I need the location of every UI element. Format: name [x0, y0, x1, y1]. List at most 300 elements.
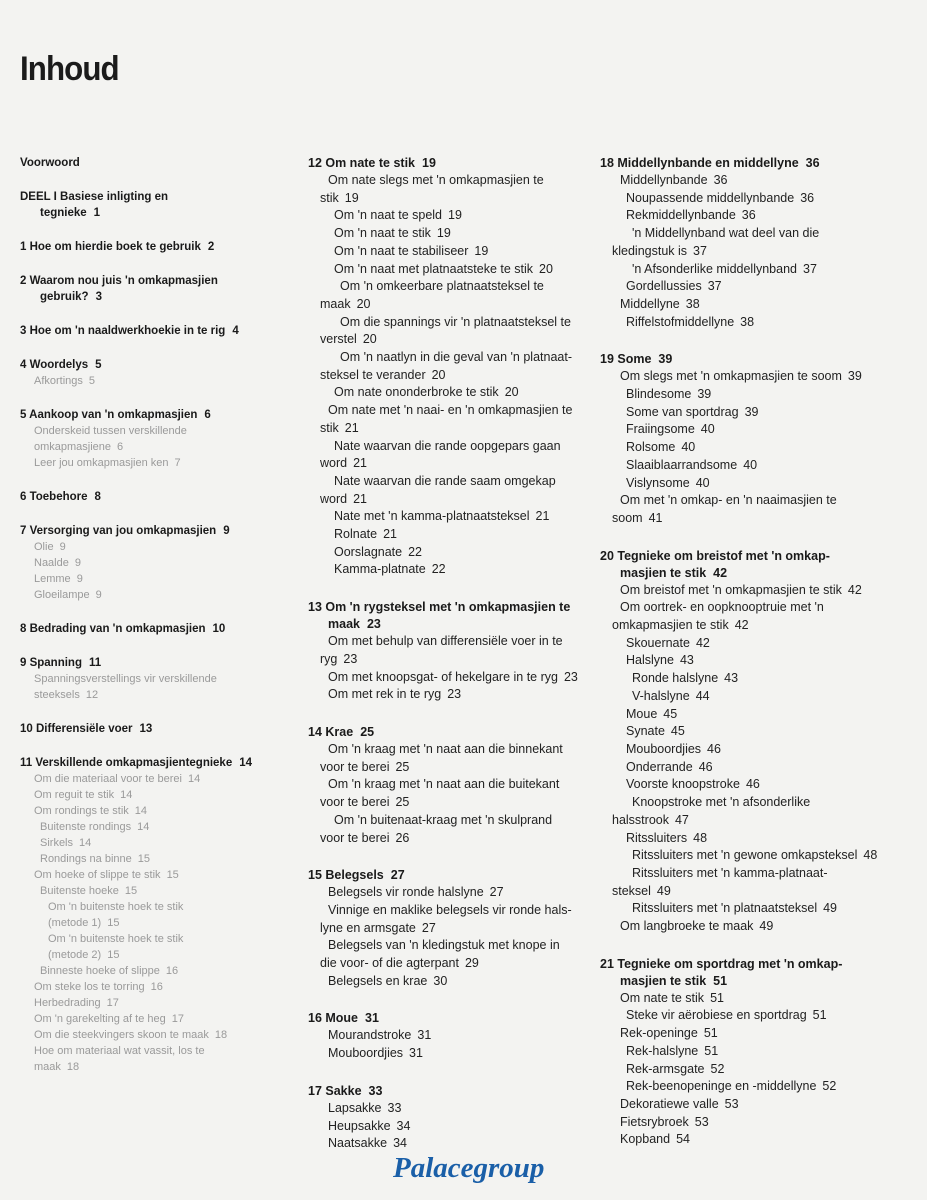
toc-entry[interactable] — [308, 884, 593, 902]
toc-entry[interactable] — [20, 995, 290, 1011]
entry-title: Om nate te stik — [620, 990, 705, 1005]
entry-title: Mourandstroke — [328, 1028, 412, 1043]
toc-entry-continued — [308, 331, 593, 349]
toc-entry[interactable] — [20, 1043, 290, 1059]
page-number: 15 — [137, 853, 150, 865]
page-number: 15 — [166, 869, 179, 881]
page-number: 20 — [431, 367, 446, 382]
toc-entry[interactable] — [308, 561, 593, 579]
page-number: 14 — [187, 773, 201, 785]
toc-entry[interactable] — [308, 633, 593, 651]
entry-title-continued: lyne en armsgate — [320, 920, 416, 935]
entry-title: Noupassende middellynbande — [626, 190, 795, 205]
section-heading-continued — [20, 289, 290, 305]
page-number: 51 — [703, 1026, 718, 1041]
page-number: 36 — [741, 208, 756, 223]
toc-column-2 — [308, 155, 593, 1173]
toc-entry[interactable] — [20, 883, 290, 899]
section-heading[interactable] — [20, 621, 290, 637]
entry-title: Om met 'n omkap- en 'n naaimasjien te — [620, 493, 837, 508]
toc-entry[interactable] — [600, 314, 925, 332]
toc-entry[interactable] — [308, 243, 593, 261]
toc-entry[interactable] — [600, 900, 925, 918]
section-heading[interactable] — [308, 1010, 593, 1027]
toc-entry[interactable] — [308, 686, 593, 704]
section-heading[interactable] — [20, 239, 290, 255]
toc-entry[interactable] — [600, 190, 925, 208]
toc-entry[interactable] — [600, 723, 925, 741]
section-heading[interactable] — [20, 755, 290, 771]
page-number: 46 — [745, 777, 760, 792]
page-number: 38 — [740, 314, 755, 329]
toc-entry[interactable] — [600, 776, 925, 794]
toc-entry[interactable] — [308, 261, 593, 279]
entry-title-continued: omkapmasjien te stik — [612, 618, 729, 633]
page-number: 14 — [239, 757, 253, 769]
toc-entry-continued — [308, 920, 593, 938]
toc-entry[interactable] — [20, 423, 290, 439]
section-title: 2 Waarom nou juis 'n omkapmasjien — [20, 275, 218, 287]
toc-entry[interactable] — [20, 787, 290, 803]
page-number: 7 — [174, 457, 181, 469]
section-heading[interactable] — [20, 323, 290, 339]
toc-entry[interactable] — [600, 652, 925, 670]
toc-entry[interactable] — [308, 278, 593, 296]
section-heading[interactable] — [600, 351, 925, 368]
toc-entry-continued — [20, 439, 290, 455]
toc-entry[interactable] — [600, 847, 925, 865]
entry-title: Om breistof met 'n omkapmasjien te stik — [620, 582, 842, 597]
toc-entry[interactable] — [20, 771, 290, 787]
toc-section — [20, 523, 290, 603]
section-title: 5 Aankoop van 'n omkapmasjien — [20, 409, 198, 421]
toc-entry[interactable] — [308, 402, 593, 420]
section-title: 10 Differensiële voer — [20, 723, 133, 735]
entry-title: Kamma-platnate — [334, 562, 426, 577]
entry-title: Rek-openinge — [620, 1026, 698, 1041]
entry-title: Om oortrek- en oopknooptruie met 'n — [620, 600, 824, 615]
toc-entry[interactable] — [600, 794, 925, 812]
toc-section — [308, 724, 593, 847]
entry-title: Riffelstofmiddellyne — [626, 314, 735, 329]
section-title: 19 Some — [600, 352, 652, 367]
toc-entry[interactable] — [600, 1025, 925, 1043]
page-number: 40 — [700, 422, 715, 437]
toc-entry[interactable] — [20, 851, 290, 867]
section-heading[interactable] — [20, 155, 290, 171]
toc-entry[interactable] — [600, 918, 925, 936]
toc-entry[interactable] — [600, 1043, 925, 1061]
page-number: 9 — [59, 541, 66, 553]
entry-title-continued: word — [320, 491, 348, 506]
toc-entry[interactable] — [308, 526, 593, 544]
section-heading-continued — [600, 565, 925, 582]
page-number: 44 — [695, 688, 710, 703]
entry-title: Vinnige en maklike belegsels vir ronde hals- — [328, 902, 572, 917]
page-number: 27 — [390, 868, 405, 883]
toc-section — [308, 867, 593, 990]
section-heading[interactable] — [308, 599, 593, 616]
page-number: 39 — [847, 369, 862, 384]
entry-title: Om steke los te torring — [34, 981, 145, 993]
section-heading[interactable] — [308, 867, 593, 884]
toc-entry[interactable] — [20, 803, 290, 819]
toc-entry[interactable] — [20, 539, 290, 555]
page-number: 43 — [679, 653, 694, 668]
toc-entry[interactable] — [308, 1135, 593, 1153]
entry-title: Om die spannings vir 'n platnaatsteksel te — [340, 314, 571, 329]
toc-entry[interactable] — [600, 706, 925, 724]
page-number: 42 — [695, 635, 710, 650]
entry-title: Moue — [626, 706, 658, 721]
entry-title: Blindesome — [626, 387, 692, 402]
page-number: 51 — [812, 1008, 827, 1023]
toc-entry[interactable] — [600, 207, 925, 225]
toc-entry[interactable] — [308, 1118, 593, 1136]
toc-entry[interactable] — [600, 296, 925, 314]
entry-title: Spanningsverstellings vir verskillende — [34, 673, 217, 685]
page-number: 6 — [204, 409, 211, 421]
entry-title: Mouboordjies — [328, 1046, 404, 1061]
toc-entry[interactable] — [600, 225, 925, 243]
entry-title: Om 'n naat te speld — [334, 208, 443, 223]
toc-entry[interactable] — [20, 835, 290, 851]
entry-title: Gloeilampe — [34, 589, 90, 601]
toc-entry[interactable] — [20, 1011, 290, 1027]
page-number: 16 — [150, 981, 163, 993]
toc-entry[interactable] — [20, 899, 290, 915]
toc-entry[interactable] — [20, 867, 290, 883]
toc-entry[interactable] — [600, 492, 925, 510]
toc-entry[interactable] — [308, 438, 593, 456]
toc-entry[interactable] — [308, 172, 593, 190]
entry-title: Om hoeke of slippe te stik — [34, 869, 161, 881]
section-title: 17 Sakke — [308, 1083, 362, 1098]
page-number: 8 — [94, 491, 101, 503]
entry-title-continued: steksel te verander — [320, 367, 426, 382]
toc-entry[interactable] — [308, 314, 593, 332]
entry-title: 'n Afsonderlike middellynband — [632, 261, 797, 276]
page-number: 34 — [393, 1136, 407, 1151]
section-heading[interactable] — [308, 724, 593, 741]
toc-section — [308, 599, 593, 704]
toc-entry[interactable] — [20, 979, 290, 995]
section-heading[interactable] — [20, 357, 290, 373]
page-number: 33 — [387, 1100, 402, 1115]
toc-entry[interactable] — [600, 421, 925, 439]
page-number: 17 — [106, 997, 119, 1009]
toc-entry-continued — [20, 947, 290, 963]
entry-title: Mouboordjies — [626, 741, 702, 756]
page-number: 23 — [563, 669, 578, 684]
entry-title: Fraiingsome — [626, 422, 695, 437]
page-number: 21 — [383, 527, 397, 542]
toc-section — [20, 273, 290, 305]
toc-section — [600, 351, 925, 527]
toc-entry[interactable] — [20, 819, 290, 835]
entry-title: Steke vir aërobiese en sportdrag — [626, 1008, 807, 1023]
entry-title: Vislynsome — [626, 475, 690, 490]
entry-title: Om nate ononderbroke te stik — [334, 385, 499, 400]
entry-title-continued: stik — [320, 420, 339, 435]
entry-title: Rekmiddellynbande — [626, 208, 736, 223]
toc-entry[interactable] — [308, 508, 593, 526]
page-number: 42 — [713, 565, 728, 580]
page-number: 14 — [120, 789, 133, 801]
page-number: 53 — [724, 1096, 739, 1111]
toc-entry[interactable] — [308, 669, 593, 687]
page-number: 2 — [207, 241, 215, 253]
section-heading[interactable] — [20, 407, 290, 423]
entry-title: Buitenste rondings — [40, 821, 132, 833]
entry-title-continued: (metode 2) — [48, 949, 102, 961]
entry-title: Ritssluiters met 'n kamma-platnaat- — [632, 865, 828, 880]
entry-title: Om 'n naat met platnaatsteke te stik — [334, 261, 534, 276]
toc-entry[interactable] — [600, 1007, 925, 1025]
toc-entry-continued — [600, 883, 925, 901]
toc-entry[interactable] — [20, 373, 290, 389]
section-title: 21 Tegnieke om sportdrag met 'n omkap- — [600, 956, 843, 971]
toc-entry[interactable] — [20, 963, 290, 979]
page-number: 5 — [88, 375, 96, 387]
entry-title: Binneste hoeke of slippe — [40, 965, 160, 977]
page-number: 49 — [823, 901, 838, 916]
entry-title: Ritssluiters — [626, 830, 688, 845]
toc-entry[interactable] — [308, 544, 593, 562]
entry-title: Slaaiblaarrandsome — [626, 457, 738, 472]
entry-title-continued: ryg — [320, 651, 338, 666]
page-number: 39 — [697, 387, 712, 402]
page-number: 27 — [421, 920, 436, 935]
page-number: 3 — [95, 291, 102, 303]
page-number: 22 — [431, 562, 446, 577]
toc-entry[interactable] — [20, 1027, 290, 1043]
toc-entry[interactable] — [600, 599, 925, 617]
page-number: 19 — [436, 226, 451, 241]
toc-entry[interactable] — [600, 172, 925, 190]
section-heading[interactable] — [600, 548, 925, 565]
page-number: 36 — [713, 173, 728, 187]
page-number: 51 — [710, 990, 724, 1005]
entry-title: Hoe om materiaal wat vassit, los te — [34, 1045, 205, 1057]
toc-entry[interactable] — [308, 812, 593, 830]
toc-entry[interactable] — [308, 225, 593, 243]
toc-entry-continued — [600, 812, 925, 830]
entry-title: Om reguit te stik — [34, 789, 115, 801]
toc-entry-continued — [308, 759, 593, 777]
page-number: 15 — [124, 885, 138, 897]
toc-entry[interactable] — [600, 582, 925, 600]
section-title-continued: gebruik? — [40, 291, 89, 303]
toc-entry[interactable] — [308, 776, 593, 794]
page-number: 27 — [489, 885, 504, 900]
entry-title: Sirkels — [40, 837, 74, 849]
page-number: 45 — [663, 706, 678, 721]
toc-entry[interactable] — [600, 368, 925, 386]
toc-entry[interactable] — [308, 1045, 593, 1063]
section-heading[interactable] — [20, 721, 290, 737]
toc-entry-continued — [308, 367, 593, 385]
toc-entry[interactable] — [600, 670, 925, 688]
toc-entry[interactable] — [600, 759, 925, 777]
section-heading[interactable] — [20, 655, 290, 671]
page-number: 9 — [76, 573, 83, 585]
toc-entry[interactable] — [308, 473, 593, 491]
entry-title: Om 'n naatlyn in die geval van 'n platnaat- — [340, 350, 572, 365]
entry-title: Kopband — [620, 1132, 671, 1147]
toc-entry[interactable] — [600, 1114, 925, 1132]
page-number: 23 — [343, 651, 358, 666]
section-heading[interactable] — [308, 1083, 593, 1100]
page-number: 46 — [707, 741, 721, 756]
toc-entry-continued — [20, 1059, 290, 1075]
entry-title-continued: soom — [612, 510, 643, 525]
toc-entry-continued — [600, 510, 925, 528]
page-number: 46 — [698, 759, 713, 774]
toc-entry[interactable] — [20, 587, 290, 603]
toc-entry[interactable] — [308, 1027, 593, 1045]
page-number: 19 — [422, 156, 436, 170]
toc-entry[interactable] — [308, 973, 593, 991]
toc-entry[interactable] — [600, 457, 925, 475]
toc-section — [20, 655, 290, 703]
toc-entry[interactable] — [308, 741, 593, 759]
toc-entry[interactable] — [600, 990, 925, 1008]
entry-title: Fietsrybroek — [620, 1114, 689, 1129]
entry-title: Om die steekvingers skoon te maak — [34, 1029, 209, 1041]
page-number: 14 — [79, 837, 92, 849]
entry-title: Some van sportdrag — [626, 404, 739, 419]
toc-entry-continued — [308, 190, 593, 208]
section-title: 11 Verskillende omkapmasjientegnieke — [20, 757, 233, 769]
page-number: 23 — [366, 617, 381, 632]
section-title: 20 Tegnieke om breistof met 'n omkap- — [600, 548, 830, 563]
entry-title: Om 'n buitenste hoek te stik — [48, 901, 184, 913]
section-heading[interactable] — [20, 523, 290, 539]
page-number: 40 — [695, 475, 710, 490]
toc-entry[interactable] — [600, 741, 925, 759]
toc-entry[interactable] — [308, 207, 593, 225]
entry-title: Lemme — [34, 573, 71, 585]
toc-entry[interactable] — [20, 455, 290, 471]
page-number: 45 — [670, 724, 685, 739]
entry-title: Om met rek in te ryg — [328, 687, 442, 702]
page-number: 21 — [353, 491, 367, 506]
toc-entry[interactable] — [600, 1131, 925, 1149]
entry-title-continued: steeksels — [34, 689, 80, 701]
section-heading[interactable] — [600, 956, 925, 973]
entry-title: Om rondings te stik — [34, 805, 129, 817]
section-title: 8 Bedrading van 'n omkapmasjien — [20, 623, 206, 635]
page-number: 49 — [656, 883, 671, 898]
toc-entry[interactable] — [20, 571, 290, 587]
toc-entry[interactable] — [600, 865, 925, 883]
entry-title: Naatsakke — [328, 1136, 388, 1151]
entry-title: Onderrande — [626, 759, 693, 774]
section-title: 4 Woordelys — [20, 359, 89, 371]
page-title: Inhoud — [20, 50, 119, 88]
toc-entry-continued — [600, 243, 925, 261]
toc-entry[interactable] — [600, 1078, 925, 1096]
section-title: DEEL I Basiese inligting en — [20, 191, 169, 203]
entry-title: Middellynbande — [620, 173, 708, 187]
section-heading[interactable] — [20, 273, 290, 289]
toc-entry[interactable] — [308, 384, 593, 402]
page-number: 19 — [344, 190, 359, 205]
entry-title: V-halslyne — [632, 688, 690, 703]
toc-entry-continued — [308, 491, 593, 509]
page-number: 25 — [360, 724, 375, 739]
toc-entry[interactable] — [600, 475, 925, 493]
section-title: 12 Om nate te stik — [308, 156, 415, 170]
entry-title: Dekoratiewe valle — [620, 1096, 719, 1111]
page-number: 16 — [165, 965, 179, 977]
toc-entry[interactable] — [600, 1061, 925, 1079]
toc-entry[interactable] — [600, 278, 925, 296]
toc-entry[interactable] — [308, 937, 593, 955]
page-number: 23 — [447, 687, 462, 702]
toc-entry[interactable] — [600, 386, 925, 404]
entry-title-continued: die voor- of die agterpant — [320, 956, 459, 971]
toc-entry[interactable] — [20, 931, 290, 947]
toc-entry[interactable] — [600, 404, 925, 422]
section-heading[interactable] — [20, 189, 290, 205]
entry-title: Afkortings — [34, 375, 83, 387]
entry-title: Olie — [34, 541, 54, 553]
entry-title: Om 'n naat te stabiliseer — [334, 243, 469, 258]
entry-title: Om langbroeke te maak — [620, 919, 754, 934]
toc-entry[interactable] — [20, 555, 290, 571]
page-number: 9 — [223, 525, 230, 537]
toc-entry[interactable] — [600, 1096, 925, 1114]
entry-title: Leer jou omkapmasjien ken — [34, 457, 169, 469]
toc-section — [20, 189, 290, 221]
page-number: 15 — [107, 917, 120, 929]
entry-title-continued: omkapmasjiene — [34, 441, 112, 453]
entry-title: Rek-armsgate — [626, 1061, 705, 1076]
page-number: 14 — [137, 821, 150, 833]
entry-title: Nate waarvan die rande saam omgekap — [334, 473, 556, 488]
entry-title: Knoopstroke met 'n afsonderlike — [632, 795, 811, 810]
page-number: 47 — [674, 812, 689, 827]
entry-title: Herbedrading — [34, 997, 101, 1009]
toc-entry[interactable] — [308, 349, 593, 367]
page-number: 10 — [212, 623, 226, 635]
page-number: 41 — [648, 510, 663, 525]
toc-section — [20, 755, 290, 1075]
page-number: 48 — [693, 830, 708, 845]
toc-entry[interactable] — [600, 261, 925, 279]
page-number: 31 — [417, 1028, 432, 1043]
toc-column-1 — [20, 155, 290, 1093]
section-title: 9 Spanning — [20, 657, 82, 669]
toc-entry[interactable] — [600, 688, 925, 706]
section-heading[interactable] — [20, 489, 290, 505]
toc-entry[interactable] — [20, 671, 290, 687]
toc-entry[interactable] — [308, 1100, 593, 1118]
page-number: 18 — [214, 1029, 228, 1041]
entry-title-continued: voor te berei — [320, 795, 390, 810]
toc-entry[interactable] — [308, 902, 593, 920]
section-heading[interactable] — [600, 155, 925, 172]
toc-entry[interactable] — [600, 830, 925, 848]
entry-title: Om die materiaal voor te berei — [34, 773, 182, 785]
section-heading[interactable] — [308, 155, 593, 172]
page-number: 30 — [433, 973, 448, 988]
toc-entry[interactable] — [600, 635, 925, 653]
page-number: 20 — [504, 385, 519, 400]
toc-entry[interactable] — [600, 439, 925, 457]
